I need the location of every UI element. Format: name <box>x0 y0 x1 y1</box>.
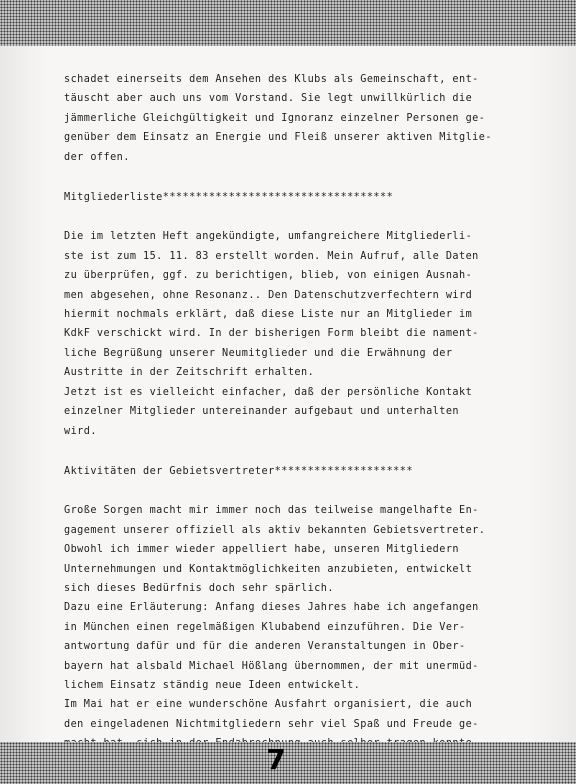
section-heading-mitgliederliste: Mitgliederliste*********************************** <box>64 192 394 204</box>
paragraph-gebietsvertreter: Große Sorgen macht mir immer noch das teilweise mangelhafte En- gagement unserer offiziell als aktiv bekannten Gebietsvertreter. Obwohl ich immer wieder appelliert habe, unseren Mitgliedern Unternehmungen und Kontaktmöglichkeiten anzubieten, entwickelt sich dieses Bedürfnis doch sehr spärlich. Dazu eine Erläuterung: Anfang dieses Jahres habe ich angefangen in München einen regelmäßigen Klubabend einzuführen. Die Ver- antwortung dafür und für die anderen Veranstaltungen in Ober- bayern hat alsbald Michael Hößlang übernommen, der mit unermüd- lichem Einsatz ständig neue Ideen entwickelt. Im Mai hat er eine wunderschöne Ausfahrt organisiert, die auch den eingeladenen Nichtmitgliedern sehr viel Spaß und Freude ge- <box>64 505 486 730</box>
page-number: 7 <box>266 743 286 776</box>
section-heading-gebietsvertreter: Aktivitäten der Gebietsvertreter********************* <box>64 465 413 477</box>
top-dotted-band <box>0 0 576 46</box>
paragraph-mitgliederliste: Die im letzten Heft angekündigte, umfangreichere Mitgliederli- ste ist zum 15. 11. 83 erstellt worden. Mein Aufruf, alle Daten zu überprüfen, ggf. zu berichtigen, blieb, von einigen Ausnah- men abgesehen, ohne Resonanz.. Den Datenschutzverfechtern wird hiermit nochmals erklärt, daß diese Liste nur an Mitglieder im KdkF verschickt wird. In der bisherigen Form bleibt die nament- liche Begrüßung unserer Neumitglieder und die Erwähnung der Austritte in der Zeitschrift erhalten. Jetzt ist es vielleicht einfacher, daß der persönliche Kontakt einzelner Mitglieder untereinander aufgebaut und unterhalten wird. <box>64 231 479 437</box>
document-body <box>64 70 526 754</box>
paragraph-intro: schadet einerseits dem Ansehen des Klubs als Gemeinschaft, ent- täuscht aber auch uns vom Vorstand. Sie legt unwillkürlich die jämmerliche Gleichgültigkeit und Ignoranz einzelner Personen ge- genüber dem Einsatz an Energie und Fleiß unserer aktiven Mitglie- der offen. <box>64 74 492 163</box>
